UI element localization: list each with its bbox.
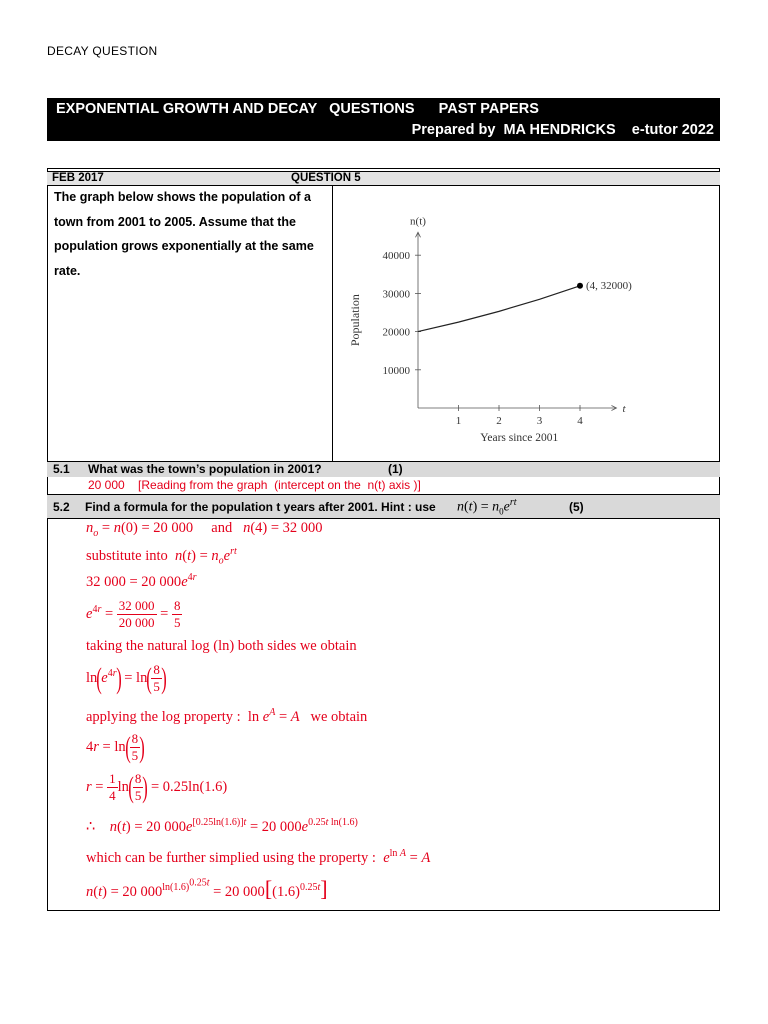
step-final-formula: n(t) = 20 $000^{ln(1.6)^{0.25t}} = 20$ $000[(1.6)^{0.25t}]$ bbox=[86, 876, 328, 901]
further-text: which can be further simplied using the property : bbox=[86, 849, 376, 866]
title-banner bbox=[47, 98, 720, 141]
step-further: which can be further simplied using the property : $e^{ln A} = A$ bbox=[86, 848, 431, 866]
step-ln-both-sides: $\ln(e^{4r}) = \ln$( $\frac{8}{5}$ ) bbox=[86, 661, 167, 695]
q51-text: What was the town’s population in 2001? bbox=[88, 462, 322, 476]
question-5-2-bar bbox=[47, 495, 720, 519]
q51-label: 5.1 bbox=[53, 462, 70, 476]
q52-label: 5.2 bbox=[53, 500, 70, 514]
step-initial-values: $n_o = n(0) = 20$ 000 and n(4) = 32 000 bbox=[86, 520, 323, 539]
question-number: QUESTION 5 bbox=[291, 172, 361, 184]
question-intro: The graph below shows the population of a town from 2001 to 2005. Assume that the population grows exponentially at the same rate. bbox=[54, 190, 314, 278]
exam-date: FEB 2017 bbox=[52, 172, 104, 184]
q52-text: Find a formula for the population t years after 2001. Hint : use bbox=[85, 500, 436, 514]
y-tick-label: 10000 bbox=[382, 364, 410, 377]
x-tick-label: 2 bbox=[496, 415, 502, 427]
answer-5-1 bbox=[88, 478, 421, 492]
end-point-marker bbox=[577, 283, 583, 289]
step-log-property: applying the log property : $\ln e^A = A$ we obtain bbox=[86, 707, 368, 725]
a51-value: 20 000 bbox=[88, 478, 125, 492]
step-substitute: substitute into $n(t) = n_oe^{rt}$ bbox=[86, 546, 237, 567]
step-4r: 4r = ln( $\frac{8}{5}$ ) bbox=[86, 730, 145, 764]
column-divider bbox=[332, 186, 333, 462]
substitute-text: substitute into bbox=[86, 547, 168, 564]
step-take-log: taking the natural log (ln) both sides we obtain bbox=[86, 638, 357, 654]
q52-marks: (5) bbox=[569, 500, 584, 514]
obtain-text: we obtain bbox=[310, 708, 368, 725]
step-formula: ∴ n(t) = 20 $000e^{[0.25ln(1.6)]t} = 20$ $000e^{0.25t ln(1.6)}$ bbox=[86, 817, 358, 835]
end-point-annotation: (4, 32000) bbox=[586, 279, 632, 292]
step-equation: 32 000 = 20 $000e^{4r}$ bbox=[86, 572, 197, 590]
banner-title: EXPONENTIAL GROWTH AND DECAY QUESTIONS PAST PAPERS bbox=[56, 101, 539, 117]
q52-hint-formula: $n(t) = n_0e^{rt}$ bbox=[457, 497, 517, 517]
applying-text: applying the log property : bbox=[86, 708, 241, 725]
and-word: and bbox=[211, 520, 233, 536]
banner-author: Prepared by MA HENDRICKS e-tutor 2022 bbox=[411, 122, 714, 138]
y-tick-label: 40000 bbox=[382, 250, 410, 263]
population-chart bbox=[340, 190, 640, 452]
question-5-1-bar bbox=[47, 462, 720, 477]
population-series-line bbox=[418, 286, 580, 332]
x-axis-name: t bbox=[622, 403, 626, 415]
y-axis-name: n(t) bbox=[410, 215, 426, 228]
y-tick-label: 20000 bbox=[382, 326, 410, 339]
x-axis-label: Years since 2001 bbox=[480, 432, 559, 444]
x-tick-label: 3 bbox=[536, 415, 543, 427]
q51-marks: (1) bbox=[388, 462, 403, 476]
step-ratio: $e^{4r}$ = $\frac{32 000}{20 000}$ = $\frac{8}{5}$ bbox=[86, 598, 181, 630]
step-r-value: r = $\frac{1}{4}$ ln( $\frac{8}{5}$ ) = 0.25ln(1.6) bbox=[86, 770, 228, 804]
question-header-bar bbox=[47, 171, 720, 186]
x-tick-label: 4 bbox=[577, 415, 583, 427]
x-tick-label: 1 bbox=[455, 415, 462, 427]
document-top-label: DECAY QUESTION bbox=[47, 44, 158, 58]
a51-note: [Reading from the graph (intercept on the n(t) axis )] bbox=[138, 478, 421, 492]
y-axis-label: Population bbox=[348, 294, 362, 347]
y-tick-label: 30000 bbox=[382, 288, 410, 301]
